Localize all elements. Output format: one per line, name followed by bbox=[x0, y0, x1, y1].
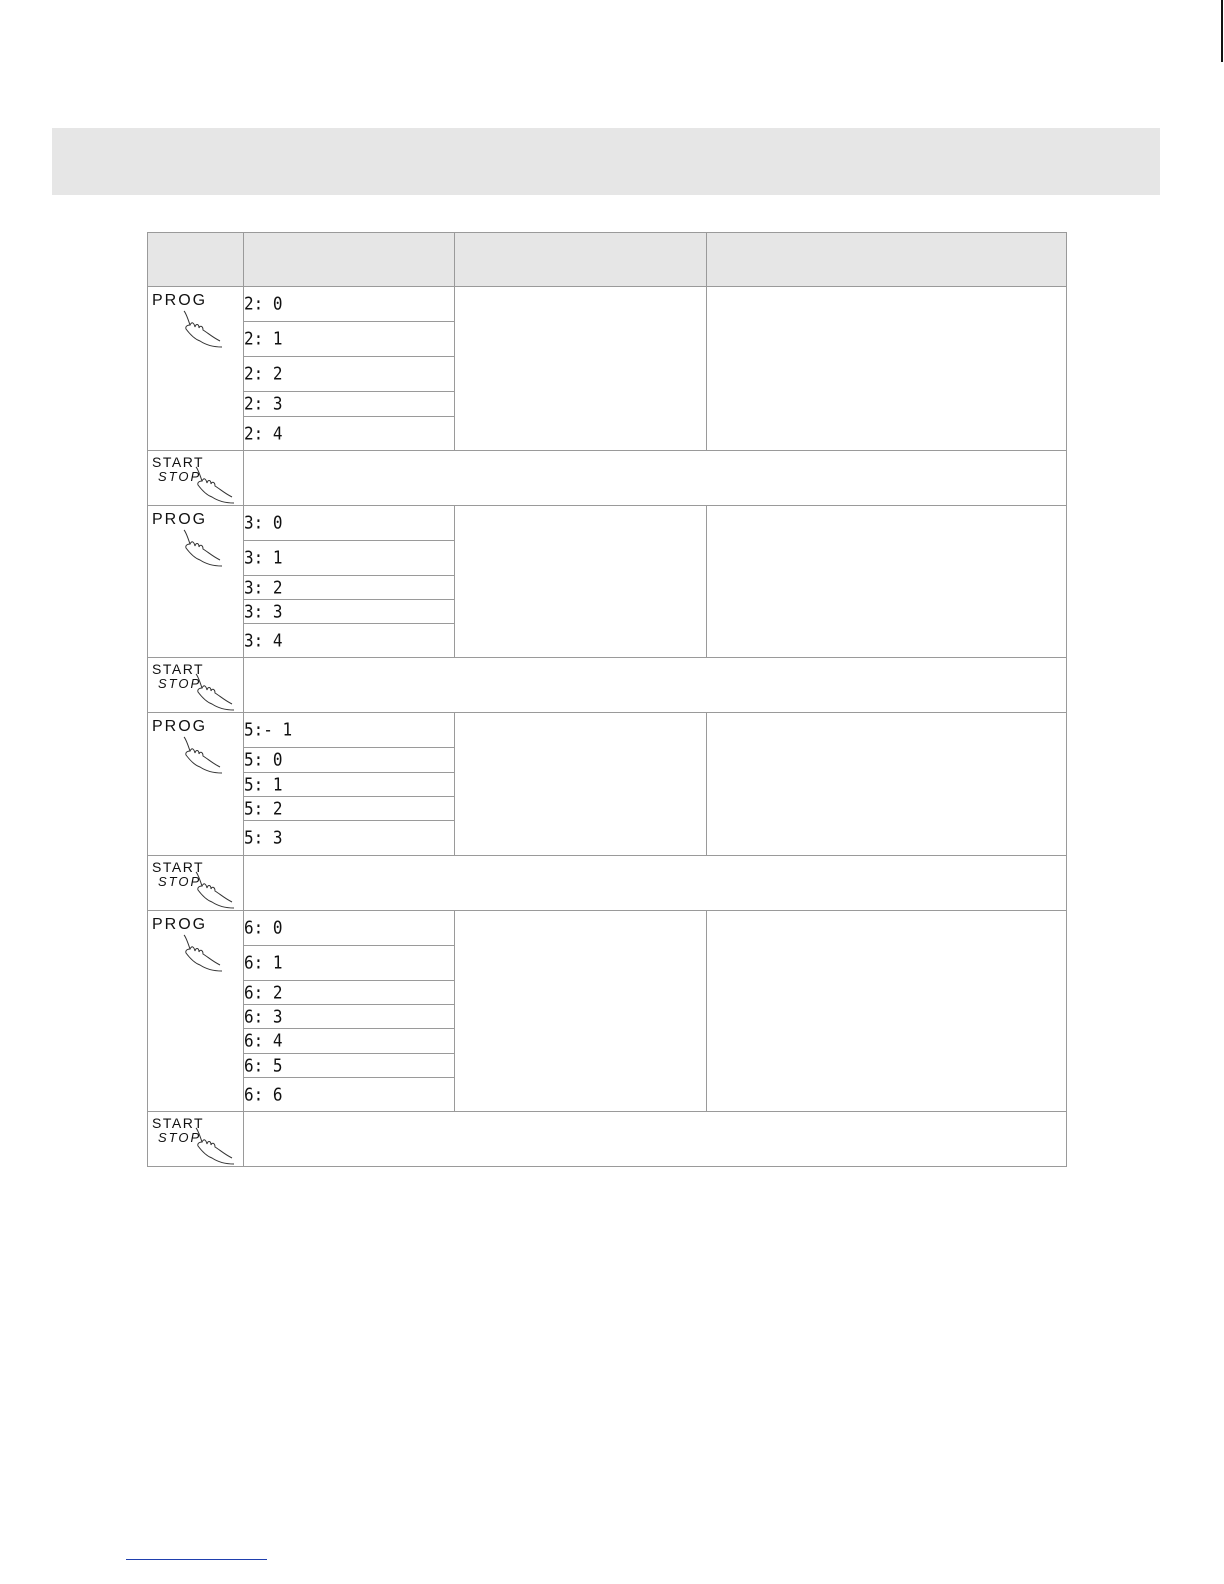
hand-pointer-icon bbox=[152, 933, 243, 973]
display-code-cell bbox=[244, 417, 455, 451]
display-code: 2: 1 bbox=[244, 328, 283, 349]
table-row bbox=[148, 713, 1067, 748]
prog-label: PROG bbox=[152, 511, 208, 528]
display-code: 3: 3 bbox=[244, 600, 283, 622]
display-code-cell bbox=[244, 287, 455, 322]
display-code-cell bbox=[244, 713, 455, 748]
stop-label: STOP bbox=[158, 874, 202, 889]
start-stop-button bbox=[148, 1112, 243, 1164]
display-code: 6: 3 bbox=[244, 1005, 283, 1027]
header-cell-description bbox=[707, 233, 1067, 287]
display-code-cell bbox=[244, 1054, 455, 1078]
start-stop-description-cell bbox=[244, 1112, 1067, 1167]
display-code: 3: 4 bbox=[244, 629, 283, 651]
display-code-cell bbox=[244, 1005, 455, 1029]
display-code: 6: 1 bbox=[244, 952, 283, 973]
settings-table bbox=[147, 232, 1067, 1167]
display-code-cell bbox=[244, 911, 455, 946]
stop-label: STOP bbox=[158, 1130, 202, 1145]
display-code-cell bbox=[244, 821, 455, 856]
description-cell bbox=[707, 713, 1067, 856]
start-stop-button bbox=[148, 658, 243, 710]
display-code: 6: 2 bbox=[244, 981, 283, 1003]
start-stop-button-cell bbox=[148, 1112, 244, 1167]
display-code-cell bbox=[244, 624, 455, 658]
hand-pointer-icon bbox=[152, 528, 243, 568]
prog-button-cell bbox=[148, 287, 244, 451]
stop-label: STOP bbox=[158, 676, 202, 691]
start-stop-description-cell bbox=[244, 658, 1067, 713]
display-code: 3: 0 bbox=[244, 512, 283, 533]
prog-button bbox=[148, 287, 243, 349]
prog-button-cell bbox=[148, 911, 244, 1112]
footer-link-underline bbox=[126, 1559, 267, 1560]
setting-cell bbox=[455, 911, 707, 1112]
display-code: 3: 1 bbox=[244, 547, 283, 568]
header-cell-button bbox=[148, 233, 244, 287]
header-cell-setting bbox=[455, 233, 707, 287]
display-code-cell bbox=[244, 357, 455, 392]
start-stop-button-cell bbox=[148, 658, 244, 713]
display-code: 6: 5 bbox=[244, 1054, 283, 1076]
setting-cell bbox=[455, 713, 707, 856]
display-code-cell bbox=[244, 773, 455, 797]
prog-label: PROG bbox=[152, 718, 208, 735]
section-header-band bbox=[52, 128, 1160, 195]
table-header-row bbox=[148, 233, 1067, 287]
display-code: 2: 4 bbox=[244, 422, 283, 444]
display-code-cell bbox=[244, 322, 455, 357]
start-label: START bbox=[152, 1115, 205, 1131]
table-row bbox=[148, 506, 1067, 541]
description-cell bbox=[707, 506, 1067, 658]
start-stop-description-cell bbox=[244, 856, 1067, 911]
display-code: 5: 3 bbox=[244, 827, 283, 848]
start-stop-row bbox=[148, 1112, 1067, 1167]
hand-pointer-icon bbox=[180, 933, 226, 973]
display-code-cell bbox=[244, 797, 455, 821]
start-stop-row bbox=[148, 658, 1067, 713]
hand-pointer-icon bbox=[180, 735, 226, 775]
hand-pointer-icon bbox=[152, 735, 243, 775]
display-code-cell bbox=[244, 541, 455, 576]
start-stop-button-cell bbox=[148, 451, 244, 506]
prog-label: PROG bbox=[152, 292, 208, 309]
prog-button-cell bbox=[148, 713, 244, 856]
prog-label: PROG bbox=[152, 916, 208, 933]
start-label: START bbox=[152, 859, 205, 875]
hand-pointer-icon bbox=[180, 309, 226, 349]
display-code: 6: 0 bbox=[244, 917, 283, 938]
display-code: 5: 1 bbox=[244, 773, 283, 795]
description-cell bbox=[707, 911, 1067, 1112]
display-code: 5:- 1 bbox=[244, 719, 293, 740]
hand-pointer-icon bbox=[152, 309, 243, 349]
description-cell bbox=[707, 287, 1067, 451]
stop-label: STOP bbox=[158, 469, 202, 484]
display-code-cell bbox=[244, 392, 455, 417]
prog-button bbox=[148, 911, 243, 973]
setting-cell bbox=[455, 287, 707, 451]
display-code: 6: 6 bbox=[244, 1083, 283, 1105]
hand-pointer-icon bbox=[192, 870, 238, 910]
hand-pointer-icon bbox=[192, 465, 238, 505]
table-row bbox=[148, 911, 1067, 946]
start-stop-button bbox=[148, 451, 243, 503]
display-code: 2: 3 bbox=[244, 393, 283, 414]
display-code-cell bbox=[244, 506, 455, 541]
start-stop-row bbox=[148, 451, 1067, 506]
start-label: START bbox=[152, 454, 205, 470]
display-code: 2: 2 bbox=[244, 363, 283, 384]
display-code: 5: 0 bbox=[244, 749, 283, 770]
hand-pointer-icon bbox=[192, 672, 238, 712]
display-code-cell bbox=[244, 600, 455, 624]
prog-button bbox=[148, 713, 243, 775]
setting-cell bbox=[455, 506, 707, 658]
display-code-cell bbox=[244, 981, 455, 1005]
start-stop-description-cell bbox=[244, 451, 1067, 506]
hand-pointer-icon bbox=[180, 528, 226, 568]
display-code: 2: 0 bbox=[244, 293, 283, 314]
start-label: START bbox=[152, 661, 205, 677]
hand-pointer-icon bbox=[192, 1126, 238, 1166]
header-cell-display bbox=[244, 233, 455, 287]
prog-button-cell bbox=[148, 506, 244, 658]
display-code: 5: 2 bbox=[244, 797, 283, 819]
display-code-cell bbox=[244, 1029, 455, 1054]
start-stop-row bbox=[148, 856, 1067, 911]
display-code: 6: 4 bbox=[244, 1030, 283, 1051]
display-code-cell bbox=[244, 748, 455, 773]
start-stop-button bbox=[148, 856, 243, 908]
display-code-cell bbox=[244, 1078, 455, 1112]
prog-button bbox=[148, 506, 243, 568]
table-row bbox=[148, 287, 1067, 322]
display-code-cell bbox=[244, 576, 455, 600]
page-edge-line bbox=[1221, 0, 1223, 62]
display-code-cell bbox=[244, 946, 455, 981]
start-stop-button-cell bbox=[148, 856, 244, 911]
display-code: 3: 2 bbox=[244, 576, 283, 598]
